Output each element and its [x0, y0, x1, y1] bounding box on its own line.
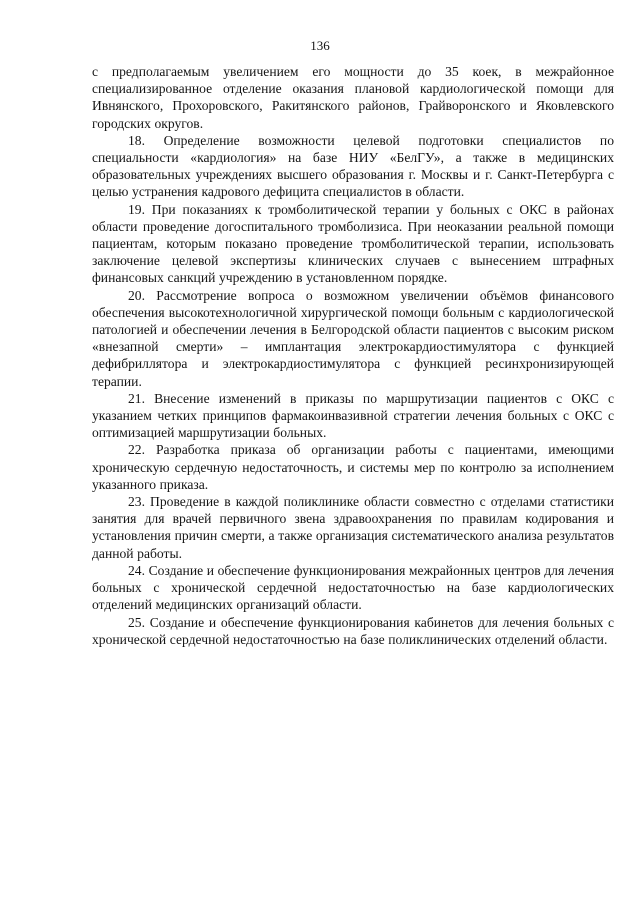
- document-body: [92, 63, 614, 648]
- paragraph-item-20: 20. Рассмотрение вопроса о возможном увеличении объёмов финансового обеспечения высокотехнологичной хирургической помощи больным с кардиологической патологией и обеспечении лечения в Белгородской области пациентов с высоким риском «внезапной смерти» – имплантация электрокардиостимулятора с функцией дефибриллятора и электрокардиостимулятора с функцией ресинхронизирующей терапии.: [92, 287, 614, 389]
- paragraph-item-24: 24. Создание и обеспечение функционирования межрайонных центров для лечения больных с хронической сердечной недостаточностью на базе кардиологических отделений медицинских организаций области.: [92, 562, 614, 613]
- paragraph-continuation: с предполагаемым увеличением его мощности до 35 коек, в межрайонное специализированное отделение оказания плановой кардиологической помощи для Ивнянского, Прохоровского, Ракитянского районов, Грайворонского и Яковлевского городских округов.: [92, 64, 614, 131]
- paragraph-item-18: 18. Определение возможности целевой подготовки специалистов по специальности «кардиология» на базе НИУ «БелГУ», а также в медицинских образовательных учреждениях высшего образования г. Москвы и г. Санкт-Петербурга с целью устранения кадрового дефицита специалистов в области.: [92, 132, 614, 200]
- paragraph-item-19: 19. При показаниях к тромболитической терапии у больных с ОКС в районах области проведение догоспитального тромболизиса. При неоказании реальной помощи пациентам, которым показано проведение тромболитической терапии, использовать заключение целевой экспертизы клинических случаев с вынесением штрафных финансовых санкций учреждению в установленном порядке.: [92, 201, 614, 286]
- paragraph-item-25: 25. Создание и обеспечение функционирования кабинетов для лечения больных с хронической сердечной недостаточностью на базе поликлинических отделений области.: [92, 614, 614, 647]
- paragraph-item-23: 23. Проведение в каждой поликлинике области совместно с отделами статистики занятия для врачей первичного звена здравоохранения по правилам кодирования и установления причин смерти, а также организация систематического анализа результатов данной работы.: [92, 494, 614, 561]
- page-number: 136: [310, 38, 330, 53]
- paragraph-item-22: 22. Разработка приказа об организации работы с пациентами, имеющими хроническую сердечную недостаточность, и системы мер по контролю за исполнением указанного приказа.: [92, 442, 614, 492]
- paragraph-item-21: 21. Внесение изменений в приказы по маршрутизации пациентов с ОКС с указанием четких принципов фармакоинвазивной стратегии лечения больных с ОКС с оптимизацией маршрутизации больных.: [92, 390, 614, 441]
